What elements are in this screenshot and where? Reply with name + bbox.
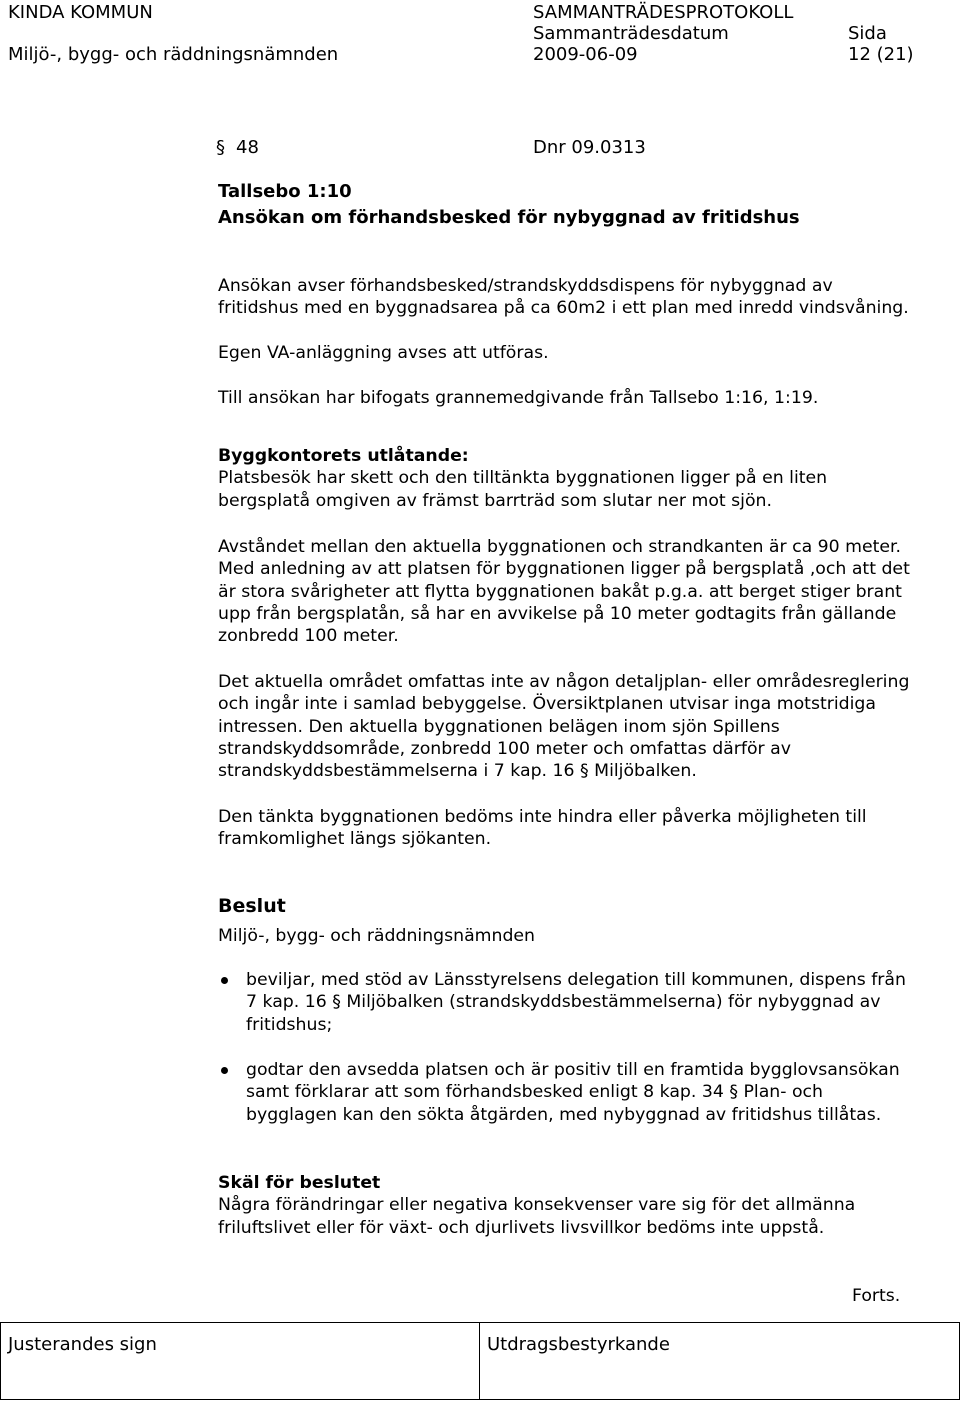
text-line: Till ansökan har bifogats grannemedgivande från Tallsebo 1:16, 1:19. xyxy=(218,388,819,408)
intro-paragraph xyxy=(218,275,960,320)
decision-bullet-1 xyxy=(246,969,906,1036)
reasons-heading: Skäl för beslutet xyxy=(218,1173,381,1193)
statement-heading: Byggkontorets utlåtande: xyxy=(218,446,469,466)
text-line: intressen. Den aktuella byggnationen belägen inom sjön Spillens xyxy=(218,716,780,737)
text-line: Avståndet mellan den aktuella byggnationen och strandkanten är ca 90 meter. xyxy=(218,537,902,557)
property-title: Tallsebo 1:10 xyxy=(218,181,352,202)
text-line: fritidshus med en byggnadsarea på ca 60m2 i ett plan med inredd vindsvåning. xyxy=(218,298,909,319)
text-line: strandskyddsbestämmelserna i 7 kap. 16 § Miljöbalken. xyxy=(218,761,697,782)
reasons-section xyxy=(218,1172,960,1239)
decision-bullet-2 xyxy=(246,1059,900,1126)
footer-top-border xyxy=(0,1322,960,1323)
access-paragraph xyxy=(218,806,960,851)
text-line: samt förklarar att som förhandsbesked enligt 8 kap. 34 § Plan- och xyxy=(246,1082,824,1103)
text-line: är stora svårigheter att flytta byggnationen bakåt p.g.a. att berget stiger brant xyxy=(218,581,902,602)
text-line: godtar den avsedda platsen och är positiv till en framtida bygglovsansökan xyxy=(246,1060,900,1080)
text-line: Den tänkta byggnationen bedöms inte hindra eller påverka möjligheten till xyxy=(218,807,867,827)
decision-body: Miljö-, bygg- och räddningsnämnden xyxy=(218,926,536,946)
diary-number: Dnr 09.0313 xyxy=(533,137,646,158)
text-line: framkomlighet längs sjökanten. xyxy=(218,829,492,850)
text-line: friluftslivet eller för växt- och djurlivets livsvillkor bedöms inte uppstå. xyxy=(218,1217,825,1238)
text-line: fritidshus; xyxy=(246,1014,333,1035)
page-label: Sida xyxy=(848,23,887,44)
text-line: zonbredd 100 meter. xyxy=(218,626,399,647)
footer-left-border xyxy=(0,1322,1,1400)
text-line: Ansökan avser förhandsbesked/strandskyddsdispens för nybyggnad av xyxy=(218,276,833,296)
section-symbol: § xyxy=(216,137,225,158)
footer-divider xyxy=(479,1322,480,1400)
page-title: Ansökan om förhandsbesked för nybyggnad av fritidshus xyxy=(218,207,800,228)
text-line: strandskyddsområde, zonbredd 100 meter och omfattas därför av xyxy=(218,738,791,759)
text-line: 7 kap. 16 § Miljöbalken (strandskyddsbestämmelserna) för nybyggnad av xyxy=(246,992,881,1013)
decision-heading: Beslut xyxy=(218,895,286,917)
planning-paragraph xyxy=(218,671,960,782)
document-type: SAMMANTRÄDESPROTOKOLL xyxy=(533,2,794,23)
bullet-icon xyxy=(221,977,228,984)
distance-paragraph xyxy=(218,536,960,647)
continued-marker: Forts. xyxy=(852,1286,901,1306)
meeting-date: 2009-06-09 xyxy=(533,44,638,65)
text-line: upp från bergsplatån, så har en avvikelse på 10 meter godtagits från gällande xyxy=(218,603,897,624)
attachment-paragraph xyxy=(218,387,960,409)
text-line: Platsbesök har skett och den tilltänkta byggnationen ligger på en liten xyxy=(218,468,828,489)
statement-section xyxy=(218,445,960,512)
text-line: och ingår inte i samlad bebyggelse. Översiktplanen utvisar inga motstridiga xyxy=(218,694,876,715)
adjuster-signature-label: Justerandes sign xyxy=(8,1334,157,1355)
text-line: Med anledning av att platsen för byggnationen ligger på bergsplatå ,och att det xyxy=(218,559,910,580)
text-line: beviljar, med stöd av Länsstyrelsens delegation till kommunen, dispens från xyxy=(246,970,906,990)
va-paragraph xyxy=(218,342,960,364)
text-line: Några förändringar eller negativa konsekvenser vare sig för det allmänna xyxy=(218,1195,856,1216)
item-number: 48 xyxy=(236,137,259,158)
footer-bottom-border xyxy=(0,1399,960,1400)
page-number: 12 (21) xyxy=(848,44,914,65)
meeting-date-label: Sammanträdesdatum xyxy=(533,23,729,44)
text-line: bergsplatå omgiven av främst barrträd som slutar ner mot sjön. xyxy=(218,490,772,511)
text-line: Det aktuella området omfattas inte av någon detaljplan- eller områdesreglering xyxy=(218,672,910,692)
bullet-icon xyxy=(221,1067,228,1074)
extract-certification-label: Utdragsbestyrkande xyxy=(487,1334,670,1355)
text-line: bygglagen kan den sökta åtgärden, med nybyggnad av fritidshus tillåtas. xyxy=(246,1104,882,1125)
board-name: Miljö-, bygg- och räddningsnämnden xyxy=(8,44,339,65)
municipality-name: KINDA KOMMUN xyxy=(8,2,153,23)
text-line: Egen VA-anläggning avses att utföras. xyxy=(218,343,549,363)
